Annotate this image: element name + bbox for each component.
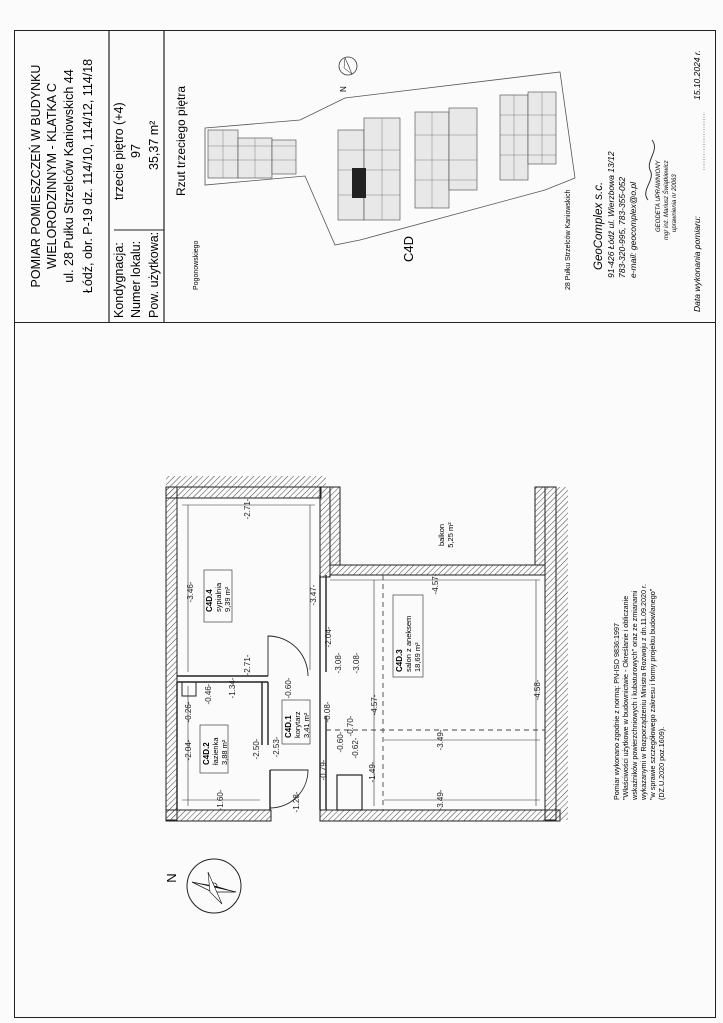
dim-4-57-vertical: -4.57- [370,694,379,716]
north-arrow-icon [187,859,241,913]
title-line2: WIELORODZINNYM - KLATKA C [45,83,59,269]
dim-3-49-a: -3.49- [436,729,445,751]
dim-0-79: -0.79- [319,759,328,781]
dim-2-04-mid: -2.04- [324,626,333,648]
room2-code: C4D.2 [202,742,211,765]
company-email: e-mail: geocomplex@o.pl [628,181,638,278]
lokal-value: 97 [129,144,143,158]
dim-3-47: -3.47- [309,584,318,606]
dim-0-08: -0.08- [323,701,332,723]
room3-area: 18,69 m² [413,642,422,672]
room4-area: 9,39 m² [223,586,232,612]
kondygnacja-value: trzecie piętro (+4) [112,102,126,200]
dim-2-53: -2.53- [272,736,281,758]
dim-1-60: -1.60- [216,789,225,811]
pow-value: 35,37 m² [147,120,161,170]
room2-area: 3,88 m² [220,739,229,765]
kondygnacja-label: Kondygnacja: [112,242,126,318]
dimension-lines [182,505,540,806]
room4-name: sypialnia [214,582,223,612]
dim-0-46: -0.46- [204,683,213,705]
room1-code: C4D.1 [284,715,293,738]
site-plan-title: Rzut trzeciego piętra [174,85,188,196]
stamp-line2: mgr inż. Mariusz Świątkiewicz [664,160,670,240]
dim-3-49-b: -3.49- [436,789,445,811]
wardrobe [337,775,362,810]
dim-0-62: -0.62- [351,737,360,759]
room2-name: łazienka [211,737,220,765]
company-name: GeoComplex s.c. [593,181,605,270]
company-address: 91-426 Łódź ul. Wierzbowa 13/12 [606,151,616,278]
room1-area: 3,41 m² [302,712,311,738]
dim-0-60-top: -0.60- [284,677,293,699]
street-left: Pogonowskiego [193,240,200,290]
dim-1-28: -1.28- [292,791,301,813]
walls [166,487,560,821]
address-line: ul. 28 Pułku Strzelców Kaniowskich 44 [62,69,76,283]
dim-2-71-top: -2.71- [243,498,252,520]
dim-0-70: -0.70- [346,715,355,737]
room4-code: C4D.4 [205,589,214,612]
stamp-line1: GEODETA UPRAWNIONY [656,160,662,232]
site-north-label: N [339,86,348,92]
note-line-1: Pomiar wykonano zgodnie z normą: PN-ISO 9836:1997 [612,623,621,800]
outer-hatch [166,476,568,820]
note-line-3: wskaźników powierzchniowych i kubaturowych" oraz ze zmianami [630,590,639,800]
note-line-4: wykazanymi w Rozporządzeniu Ministra Rozwoju z dn.11.09.2020 r. [639,584,648,800]
company-phones: 783-320-995, 783-355-052 [617,176,627,278]
room3-code: C4D.3 [395,649,404,672]
dim-3-08-a: -3.08- [334,652,343,674]
dim-3-08-b: -3.08- [352,652,361,674]
dim-1-49: -1.49- [368,761,377,783]
dim-2-71-mid: -2.71- [243,654,252,676]
north-label: N [164,873,179,883]
dim-1-34: -1.34- [228,677,237,699]
note-line-2: "Właściwości użytkowe w budownictwie - Określanie i obliczanie [621,595,630,800]
dim-2-04-left: -2.04- [184,739,193,761]
parcel-line: Łódź, obr. P-19 dz. 114/10, 114/12, 114/18 [81,58,95,294]
lokal-label: Numer lokalu: [129,240,143,318]
pow-label: Pow. użytkowa: [147,231,161,318]
interior-walls [177,575,326,813]
note-line-6: (DZ.U.2020 poz.1609). [657,726,666,800]
note-line-5: "w sprawie szczegółowego zakresu i formy projektu budowlanego" [648,588,657,800]
dim-0-60-bottom: -0.60- [336,731,345,753]
date-value: 15.10.2024 r. [692,50,702,100]
room1-name: korytarz [293,711,302,738]
balcony-name: balkon [437,523,446,547]
dim-4-57-horizontal: -4.57- [431,573,440,595]
unit-code: C4D [401,235,416,262]
title-line1: POMIAR POMIESZCZEŃ W BUDYNKU [29,64,43,288]
dim-0-26: -0.26- [184,701,193,723]
dim-4-58: -4.58- [533,679,542,701]
dim-2-50: -2.50- [252,738,261,760]
room3-name: salon z aneksem [404,615,413,672]
date-label: Data wykonania pomiaru: [692,216,702,312]
dim-3-46: -3.46- [186,581,195,603]
street-bottom: 28 Pułku Strzelców Kaniowskich [565,189,572,290]
shaft [182,682,196,696]
balcony-area: 5,25 m² [446,522,455,548]
stamp-line3: uprawnienia nr 20063 [672,174,678,232]
